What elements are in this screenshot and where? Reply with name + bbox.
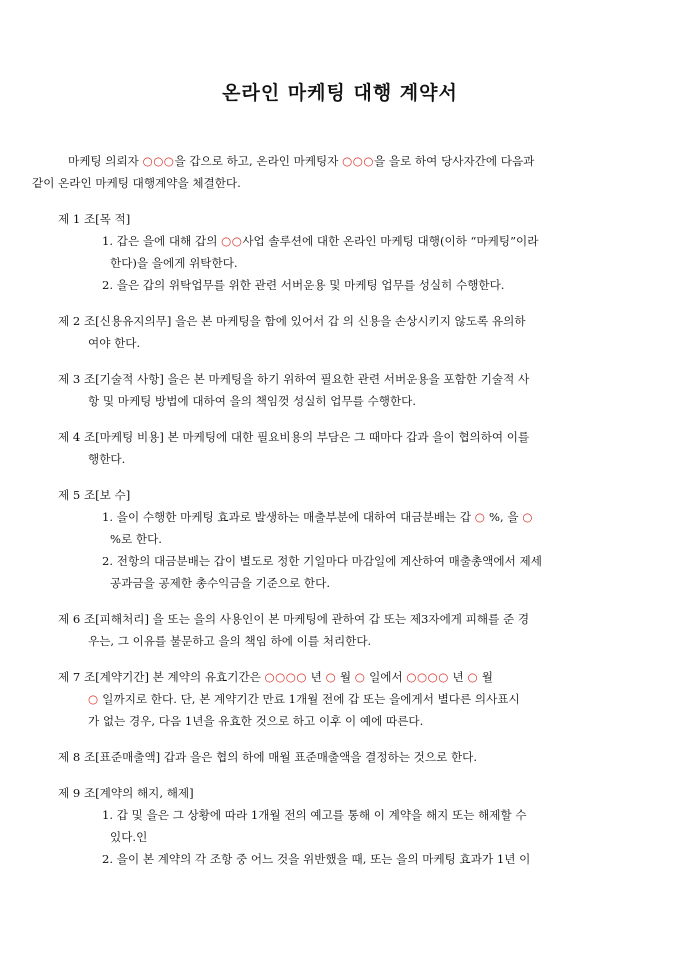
article-cont: 행한다. — [88, 452, 126, 466]
article-heading: 제 8 조[표준매출액] 갑과 을은 협의 하에 매월 표준매출액을 결정하는 것으로 한다. — [58, 750, 478, 764]
article-heading: 제 4 조[마케팅 비용] 본 마케팅에 대한 필요비용의 부담은 그 때마다 갑과 을이 협의하여 이를 — [58, 430, 530, 444]
article-item: 1. 갑 및 을은 그 상황에 따라 1개월 전의 예고를 통해 이 계약을 해지 또는 해제할 수 — [102, 808, 527, 822]
intro-line-1: 마케팅 의뢰자 ○○○을 갑으로 하고, 온라인 마케팅자 ○○○을 을로 하여 당사자간에 다음과 — [68, 154, 535, 168]
placeholder-mark: ○ — [467, 670, 479, 684]
article-item-cont: %로 한다. — [110, 532, 162, 546]
article-heading: 제 2 조[신용유지의무] 을은 본 마케팅을 함에 있어서 갑 의 신용을 손상시키지 않도록 유의하 — [58, 314, 526, 328]
article-cont: 여야 한다. — [88, 336, 141, 350]
article-2 — [58, 310, 638, 354]
article-item-cont: 있다.인 — [110, 830, 148, 844]
article-5 — [58, 484, 638, 594]
article-heading: 제 3 조[기술적 사항] 을은 본 마케팅을 하기 위하여 필요한 관련 서버운용을 포함한 기술적 사 — [58, 372, 530, 386]
intro-paragraph — [32, 150, 638, 194]
placeholder-mark: ○○ — [221, 234, 243, 248]
article-item-cont: 한다)을 을에게 위탁한다. — [110, 256, 238, 270]
placeholder-mark: ○○○○ — [406, 670, 449, 684]
article-cont: ○ 일까지로 한다. 단, 본 계약기간 만료 1개월 전에 갑 또는 을에게서 별다른 의사표시 — [88, 692, 520, 706]
article-item: 2. 을이 본 계약의 각 조항 중 어느 것을 위반했을 때, 또는 을의 마케팅 효과가 1년 이 — [102, 852, 531, 866]
article-item-cont: 공과금을 공제한 총수익금을 기준으로 한다. — [110, 576, 331, 590]
article-item: 2. 을은 갑의 위탁업무를 위한 관련 서버운용 및 마케팅 업무를 성실히 수행한다. — [102, 278, 505, 292]
article-1 — [58, 208, 638, 296]
placeholder-mark: ○○○ — [142, 154, 175, 168]
placeholder-mark: ○ — [354, 670, 366, 684]
article-item: 1. 을이 수행한 마케팅 효과로 발생하는 매출부분에 대하여 대금분배는 갑 ○ %, 을 ○ — [102, 510, 533, 524]
document-body — [32, 150, 638, 870]
article-item: 2. 전항의 대금분배는 갑이 별도로 정한 기일마다 마감일에 계산하여 매출총액에서 제세 — [102, 554, 542, 568]
placeholder-mark: ○○○ — [342, 154, 375, 168]
article-item: 1. 갑은 을에 대해 갑의 ○○사업 솔루션에 대한 온라인 마케팅 대행(이하 “마케팅”이라 — [102, 234, 539, 248]
article-6 — [58, 608, 638, 652]
article-cont: 우는, 그 이유를 불문하고 을의 책임 하에 이를 처리한다. — [88, 634, 372, 648]
article-heading: 제 1 조[목 적] — [58, 212, 131, 226]
article-heading: 제 5 조[보 수] — [58, 488, 131, 502]
article-8 — [58, 746, 638, 768]
placeholder-mark: ○ — [325, 670, 337, 684]
placeholder-mark: ○ — [88, 692, 99, 706]
placeholder-mark: ○ — [474, 510, 486, 524]
article-cont: 항 및 마케팅 방법에 대하여 을의 책임껏 성실히 업무를 수행한다. — [88, 394, 417, 408]
article-heading: 제 9 조[계약의 해지, 해제] — [58, 786, 194, 800]
placeholder-mark: ○ — [522, 510, 533, 524]
article-cont: 가 없는 경우, 다음 1년을 유효한 것으로 하고 이후 이 예에 따른다. — [88, 714, 424, 728]
article-7 — [58, 666, 638, 732]
placeholder-mark: ○○○○ — [264, 670, 307, 684]
article-9 — [58, 782, 638, 870]
article-3 — [58, 368, 638, 412]
article-4 — [58, 426, 638, 470]
document-title: 온라인 마케팅 대행 계약서 — [222, 82, 458, 104]
article-heading: 제 7 조[계약기간] 본 계약의 유효기간은 ○○○○ 년 ○ 월 ○ 일에서 ○○○○ 년 ○ 월 — [58, 670, 493, 684]
article-heading: 제 6 조[피해처리] 을 또는 을의 사용인이 본 마케팅에 관하여 갑 또는 제3자에게 피해를 준 경 — [58, 612, 530, 626]
intro-line-2: 같이 온라인 마케팅 대행계약을 체결한다. — [32, 176, 241, 190]
